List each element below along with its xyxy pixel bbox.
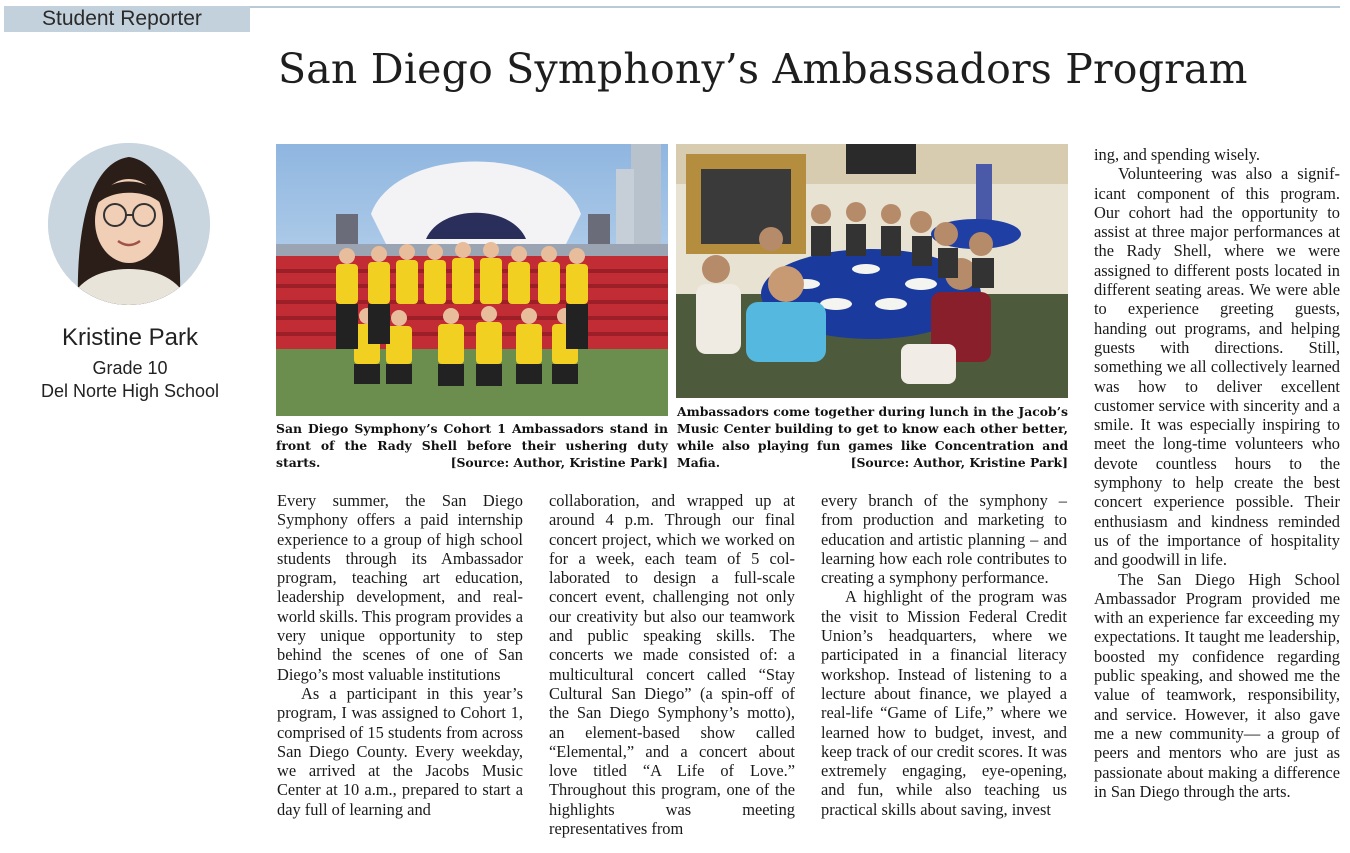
author-grade: Grade 10	[92, 358, 168, 378]
author-school: Del Norte High School	[40, 381, 220, 401]
article-column-3	[821, 491, 1067, 819]
caption-1-text: San Diego Symphony’s Cohort 1 Ambassadors stand in front of the Rady Shell before their ushering duty starts.	[276, 421, 668, 470]
author-portrait-image	[48, 143, 210, 305]
rady-shell-photo	[276, 144, 668, 416]
article-column-1	[277, 491, 523, 819]
lunch-photo	[676, 144, 1068, 398]
article-column-4	[1094, 145, 1340, 801]
figure-caption-1	[276, 420, 668, 471]
figure-caption-2	[677, 403, 1068, 471]
author-name: Kristine Park	[61, 324, 199, 351]
paragraph: collaboration, and wrapped up at around 4 p.m. Through our final concert project, which we worked on for a week, each team of 5 collaborated to design a full-scale concert event, challenging not only our creativity but also our teamwork and public speaking skills. The concerts we made consisted of: a multicultural concert called “Stay Cultural San Diego” (a spin-off of the San Diego Symphony’s motto), an element-based show called “Elemental,” and a concert about love titled “A Life of Love.” Throughout this program, one of the highlights was meeting representatives from	[549, 491, 795, 839]
paragraph: As a participant in this year’s program, I was assigned to Cohort 1, comprised of 15 students from across San Diego County. Every weekday, we arrived at the Jacobs Music Center at 10 a.m., prepared to start a day full of learning and	[277, 683, 523, 819]
paragraph: A highlight of the program was the visit to Mission Federal Credit Union’s headquarters, where we participated in a financial literacy workshop. Instead of listening to a lecture about finance, we played a real-life “Game of Life,” where we learned how to budget, invest, and keep track of our credit scores. It was extremely engaging, eye-opening, and fun, while also teaching us practical skills about saving, invest	[821, 587, 1067, 819]
author-avatar	[48, 143, 210, 305]
caption-1-source: [Source: Author, Kristine Park]	[450, 455, 668, 470]
article-headline: San Diego Symphony’s Ambassadors Program	[278, 45, 1248, 93]
section-tag: Student Reporter	[4, 6, 250, 32]
paragraph: The San Diego High School Ambassador Program provided me with an experience far exceeding my expectations. It taught me leadership, boosted my confidence regarding public speaking, and showed me the value of teamwork, responsibility, and service. However, it also gave me a new community— a group of peers and mentors who are just as passionate about making a difference in San Diego through the arts.	[1094, 569, 1340, 801]
cohort-group-photo	[276, 144, 668, 416]
paragraph: ing, and spending wisely.	[1094, 145, 1261, 164]
ambassadors-lunch-photo	[676, 144, 1068, 398]
paragraph: Every summer, the San Diego Symphony offers a paid internship experience to a group of high school students through its Ambassador program, teaching art education, leadership development, and real-world skills. This program provides a very unique opportunity to step behind the scenes of one of San Diego’s most valuable institutions	[277, 491, 523, 684]
caption-2-text: Ambassadors come together during lunch in the Jacob’s Music Center building to get to know each other better, while also playing fun games like Concentration and Mafia.	[677, 404, 1068, 470]
header-rule	[250, 6, 1340, 8]
paragraph: Volunteering was also a significant component of this program. Our cohort had the opportunity to assist at three major performances at the Rady Shell, where we were assigned to different posts located in different seating areas. We were able to experience greeting guests, handing out programs, and helping guests with directions. Still, something we all collectively learned was how to deliver excellent customer service with sincerity and a smile. It was especially inspiring to meet the long-time volunteers who devote countless hours to the symphony to help create the best concert experience possible. Their enthusiasm and kindness reminded us of the importance of hospitality and goodwill in life.	[1094, 164, 1340, 570]
caption-2-source: [Source: Author, Kristine Park]	[850, 455, 1068, 470]
paragraph: every branch of the symphony – from production and marketing to education and artistic planning – and learning how each role contributes to creating a symphony performance.	[821, 491, 1067, 588]
article-column-2	[549, 491, 795, 838]
